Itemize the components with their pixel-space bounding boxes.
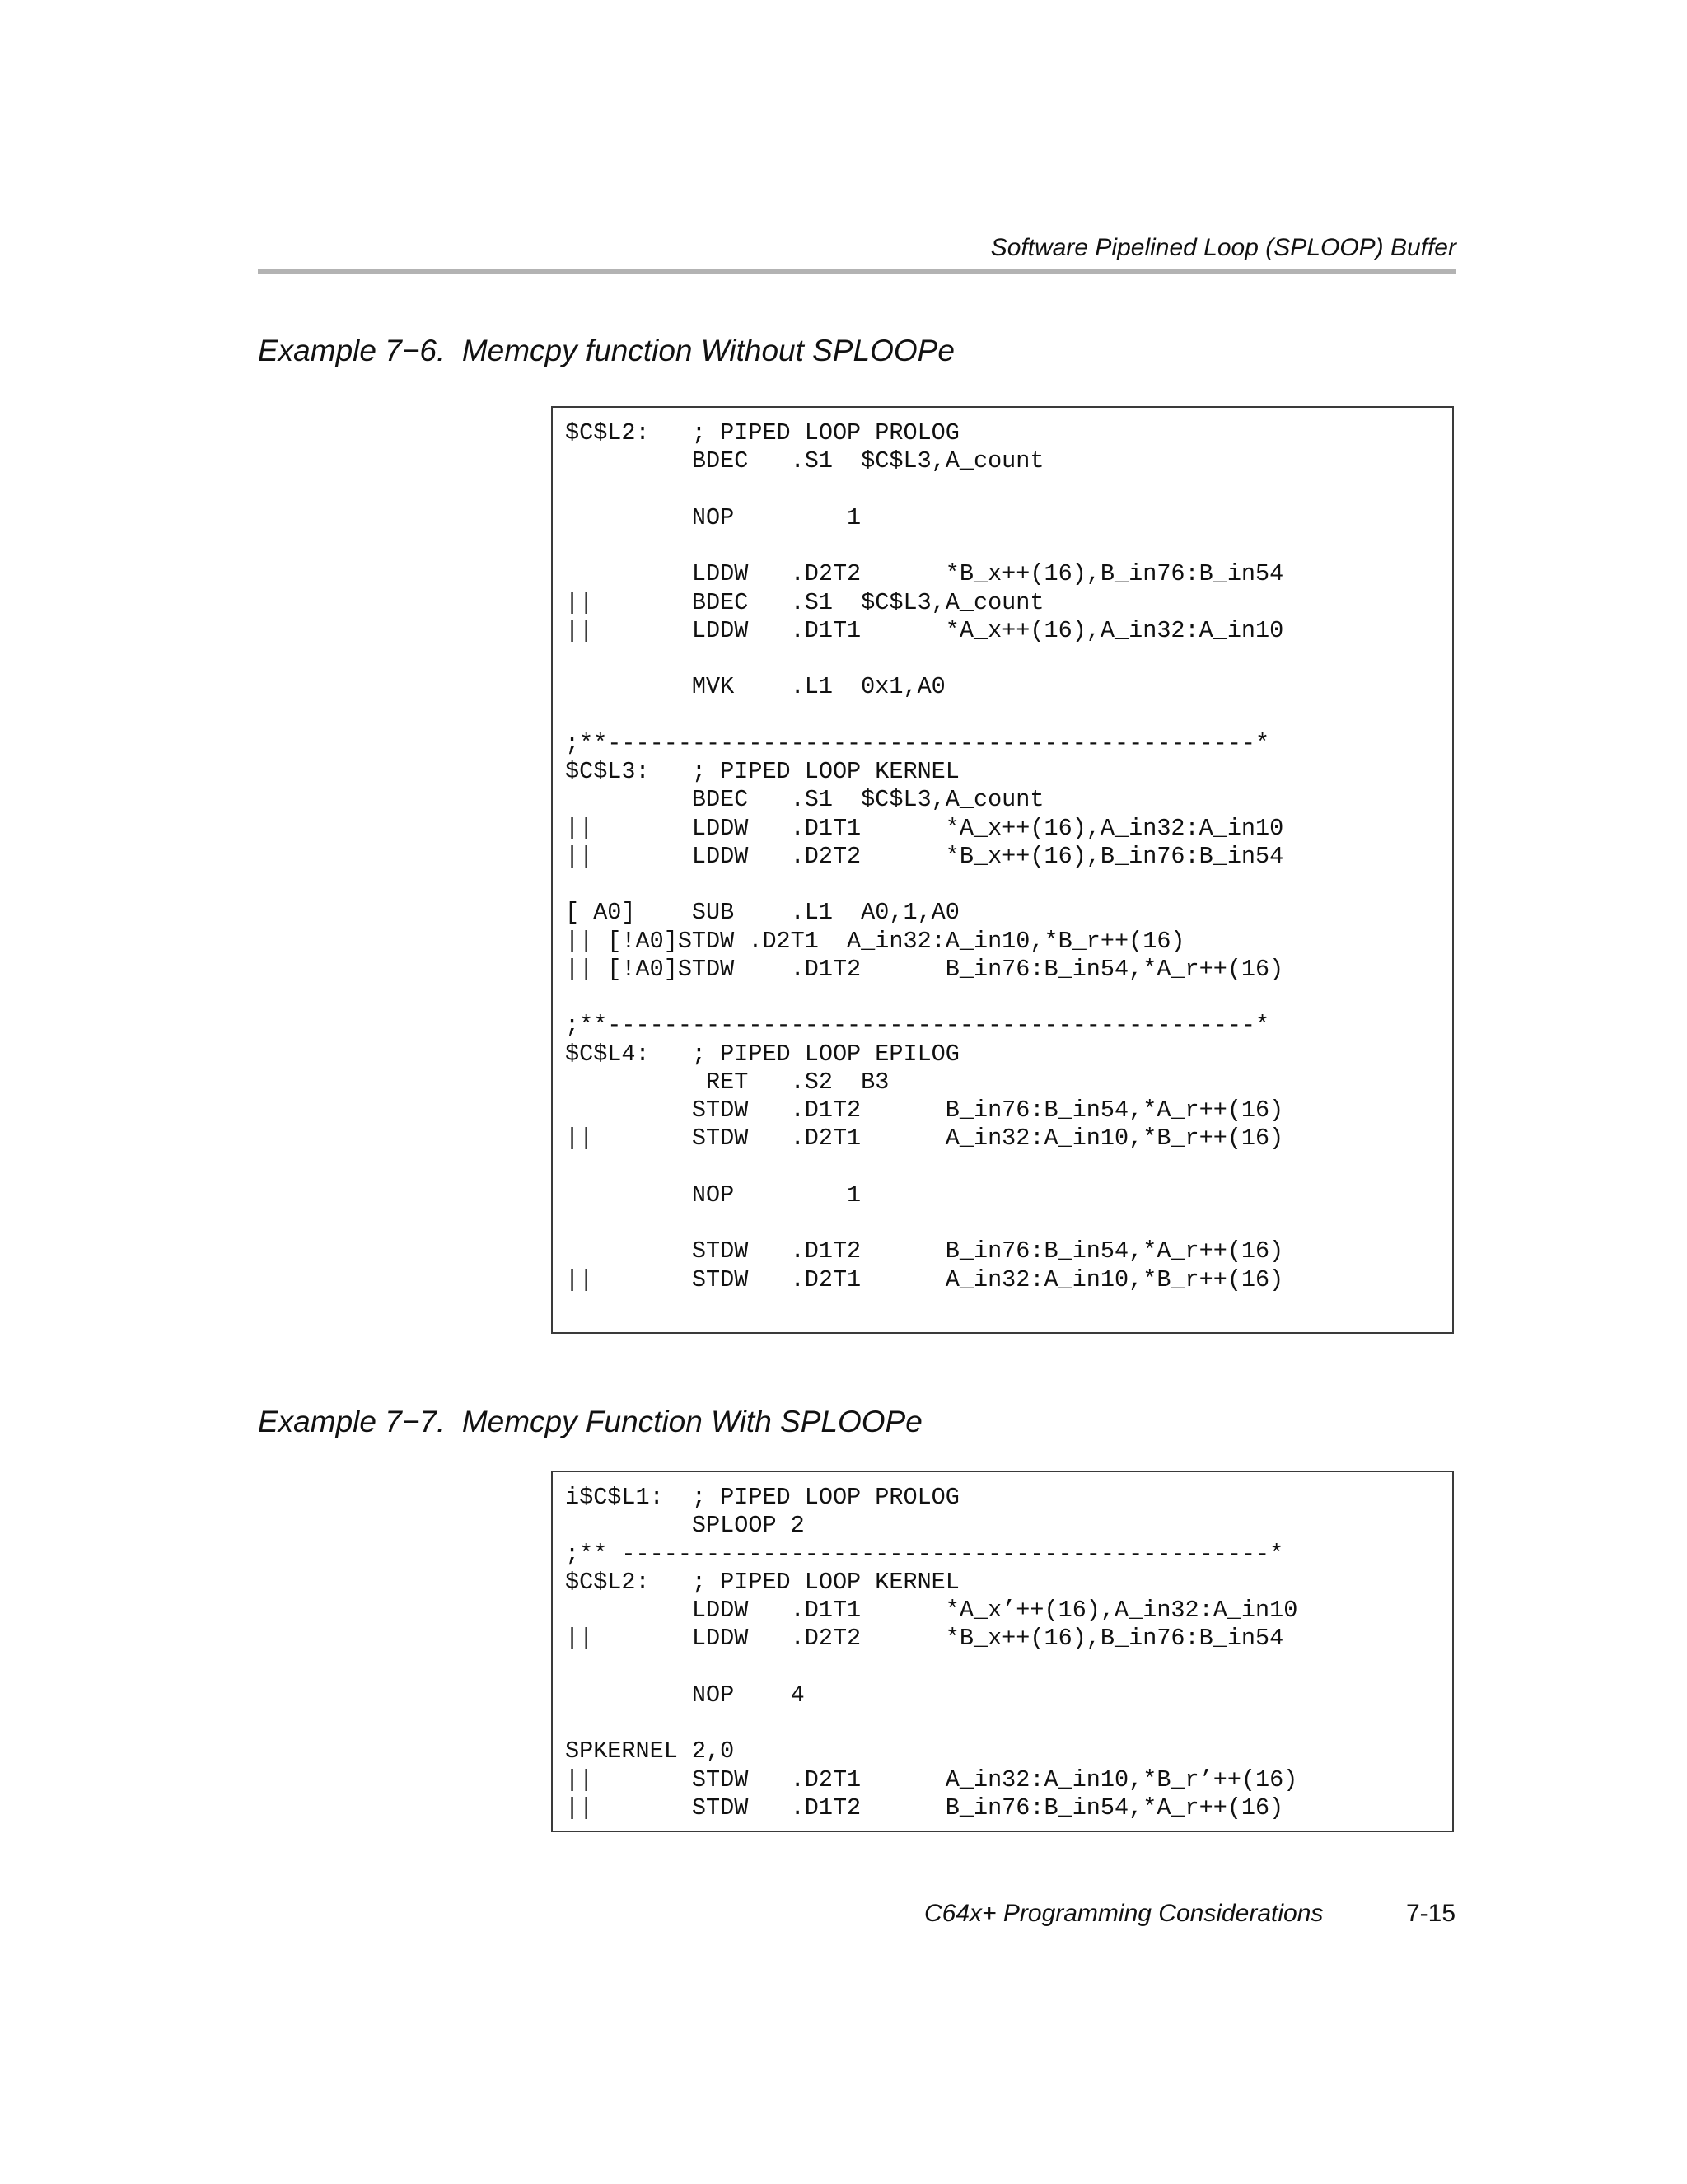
code-line: || [!A0]STDW .D2T1 A_in32:A_in10,*B_r++(16) [565,927,1185,955]
code-line: || STDW .D2T1 A_in32:A_in10,*B_r++(16) [565,1265,1284,1293]
code-line: RET .S2 B3 [565,1068,890,1096]
code-line: || LDDW .D2T2 *B_x++(16),B_in76:B_in54 [565,1625,1284,1653]
code-line: || STDW .D1T2 B_in76:B_in54,*A_r++(16) [565,1793,1284,1822]
code-line [565,1653,1297,1681]
code-line: || [!A0]STDW .D1T2 B_in76:B_in54,*A_r++(16) [565,955,1284,983]
code-line: ;**----------------------------------------------* [565,1012,1270,1040]
footer-book-title: C64x+ Programming Considerations [924,1900,1324,1927]
code-line: || STDW .D2T1 A_in32:A_in10,*B_r’++(16) [565,1765,1298,1793]
code-line: || LDDW .D1T1 *A_x++(16),A_in32:A_in10 [565,814,1284,842]
code-line [565,1209,1283,1237]
example-title: Example 7−7. Memcpy Function With SPLOOPe [258,1405,923,1438]
code-line: ;** ----------------------------------------------* [565,1540,1284,1568]
code-line: $C$L2: ; PIPED LOOP PROLOG [565,419,960,447]
code-line [565,476,1283,504]
code-line [565,1153,1283,1181]
code-line: i$C$L1: ; PIPED LOOP PROLOG [565,1484,960,1511]
code-line: $C$L2: ; PIPED LOOP KERNEL [565,1568,960,1596]
code-line [565,532,1283,560]
code-line: NOP 1 [565,1181,862,1209]
code-line [565,984,1283,1012]
code-line: || LDDW .D1T1 *A_x++(16),A_in32:A_in10 [565,616,1284,644]
code-listing [565,1484,1297,1822]
code-line: BDEC .S1 $C$L3,A_count [565,447,1044,475]
code-line: LDDW .D2T2 *B_x++(16),B_in76:B_in54 [565,560,1284,588]
code-line [565,1709,1297,1737]
code-line: STDW .D1T2 B_in76:B_in54,*A_r++(16) [565,1237,1284,1265]
code-line [565,871,1283,899]
running-header: Software Pipelined Loop (SPLOOP) Buffer [990,234,1456,261]
code-listing-box [551,406,1454,1334]
example-title: Example 7−6. Memcpy function Without SPLOOPe [258,334,955,367]
code-line [565,702,1283,730]
code-line: BDEC .S1 $C$L3,A_count [565,786,1044,814]
code-line: || BDEC .S1 $C$L3,A_count [565,588,1044,616]
code-line: MVK .L1 0x1,A0 [565,673,946,701]
code-line: ;**----------------------------------------------* [565,729,1270,757]
code-line: SPLOOP 2 [565,1512,805,1540]
code-line: $C$L3: ; PIPED LOOP KERNEL [565,758,960,785]
code-line: NOP 1 [565,503,862,531]
code-line: [ A0] SUB .L1 A0,1,A0 [565,899,960,927]
code-line: SPKERNEL 2,0 [565,1737,735,1765]
header-rule [258,269,1456,274]
code-line: || STDW .D2T1 A_in32:A_in10,*B_r++(16) [565,1125,1284,1153]
code-line [565,645,1283,673]
page-number: 7-15 [1405,1900,1456,1927]
code-line: || LDDW .D2T2 *B_x++(16),B_in76:B_in54 [565,842,1284,870]
code-listing [565,419,1283,1294]
code-line: LDDW .D1T1 *A_x’++(16),A_in32:A_in10 [565,1597,1298,1624]
code-line: STDW .D1T2 B_in76:B_in54,*A_r++(16) [565,1097,1284,1124]
code-listing-box [551,1471,1454,1832]
code-line: NOP 4 [565,1681,805,1709]
code-line: $C$L4: ; PIPED LOOP EPILOG [565,1040,960,1068]
